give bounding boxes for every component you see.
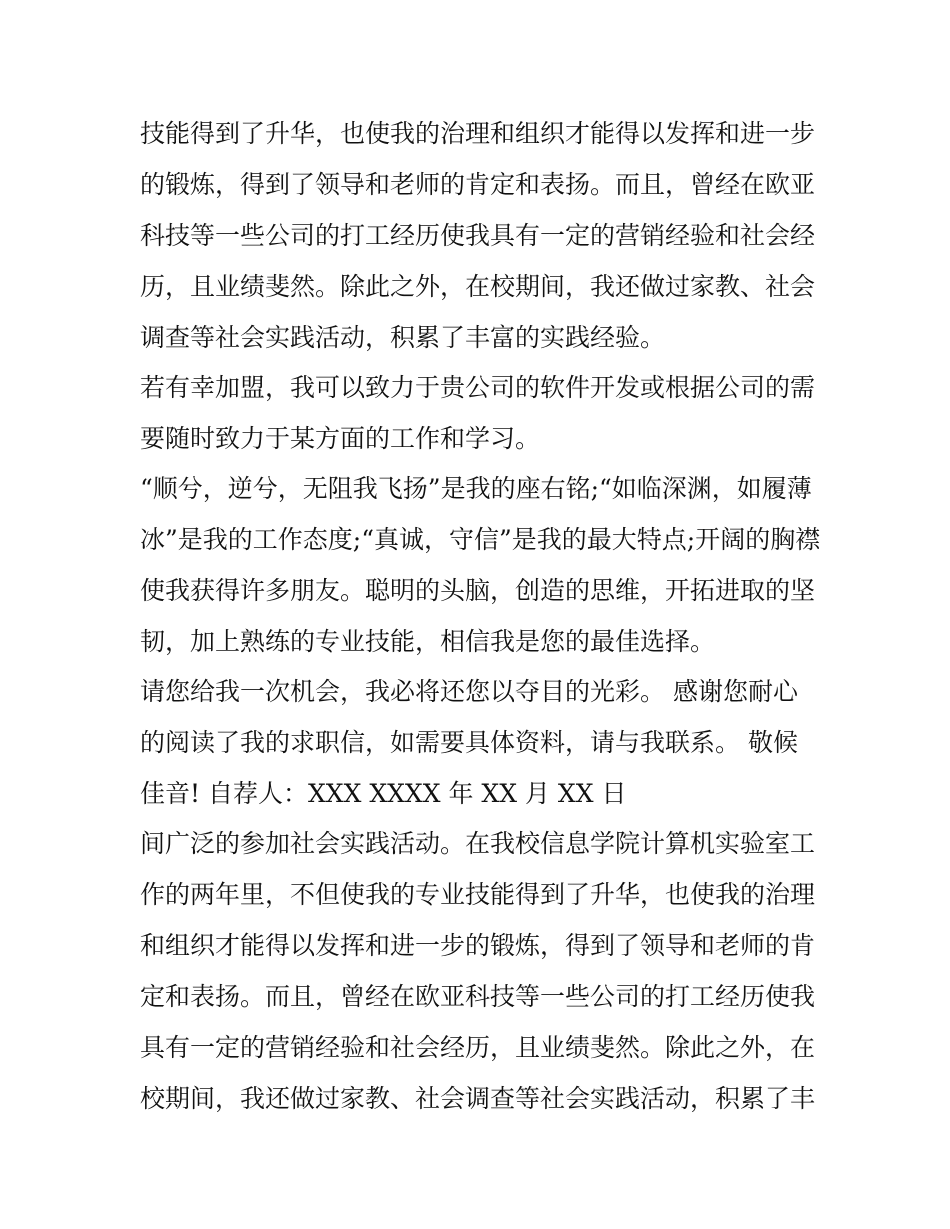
text-line: 韧，加上熟练的专业技能，相信我是您的最佳选择。 bbox=[140, 627, 716, 656]
text-line: 佳音! 自荐人：XXX XXXX 年 XX 月 XX 日 bbox=[140, 779, 627, 808]
text-line: “顺兮，逆兮，无阻我飞扬”是我的座右铭;“如临深渊，如履薄 bbox=[140, 474, 812, 503]
text-line: 间广泛的参加社会实践活动。在我校信息学院计算机实验室工 bbox=[140, 829, 816, 858]
text-line: 历，且业绩斐然。除此之外，在校期间，我还做过家教、社会 bbox=[140, 272, 816, 301]
text-line: 冰”是我的工作态度;“真诚，守信”是我的最大特点;开阔的胸襟 bbox=[140, 525, 820, 554]
text-line: 要随时致力于某方面的工作和学习。 bbox=[140, 424, 541, 453]
text-line: 调查等社会实践活动，积累了丰富的实践经验。 bbox=[140, 323, 666, 352]
text-line: 使我获得许多朋友。聪明的头脑，创造的思维，开拓进取的坚 bbox=[140, 576, 816, 605]
text-line: 作的两年里，不但使我的专业技能得到了升华，也使我的治理 bbox=[140, 880, 816, 909]
text-line: 科技等一些公司的打工经历使我具有一定的营销经验和社会经 bbox=[140, 221, 816, 250]
text-line: 具有一定的营销经验和社会经历，且业绩斐然。除此之外，在 bbox=[140, 1033, 816, 1062]
text-line: 请您给我一次机会，我必将还您以夺目的光彩。 感谢您耐心 bbox=[140, 677, 798, 706]
text-line: 定和表扬。而且，曾经在欧亚科技等一些公司的打工经历使我 bbox=[140, 982, 816, 1011]
document-body bbox=[140, 108, 820, 1124]
text-line: 校期间，我还做过家教、社会调查等社会实践活动，积累了丰 bbox=[140, 1084, 816, 1113]
text-line: 的锻炼，得到了领导和老师的肯定和表扬。而且，曾经在欧亚 bbox=[140, 170, 816, 199]
text-line: 技能得到了升华，也使我的治理和组织才能得以发挥和进一步 bbox=[140, 119, 816, 148]
text-line: 的阅读了我的求职信，如需要具体资料，请与我联系。 敬候 bbox=[140, 728, 798, 757]
text-line: 和组织才能得以发挥和进一步的锻炼，得到了领导和老师的肯 bbox=[140, 931, 816, 960]
text-line: 若有幸加盟，我可以致力于贵公司的软件开发或根据公司的需 bbox=[140, 373, 816, 402]
